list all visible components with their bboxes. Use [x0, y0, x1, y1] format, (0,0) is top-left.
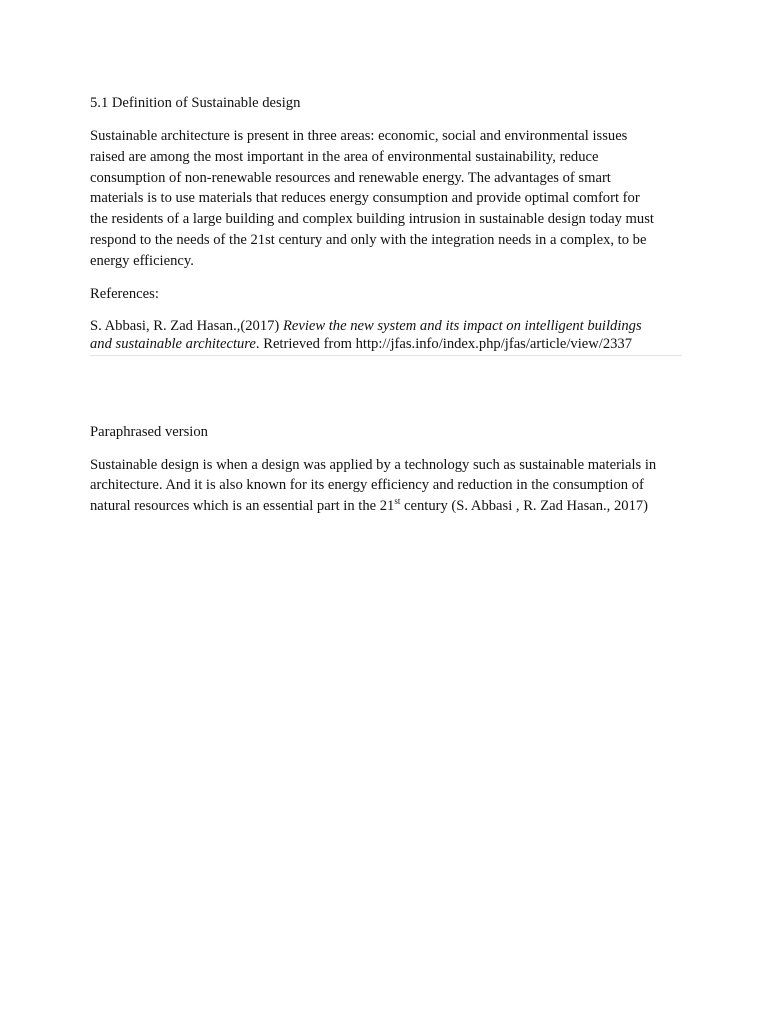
paraphrase-citation: century (S. Abbasi , R. Zad Hasan., 2017) [400, 498, 649, 515]
paragraph-line: respond to the needs of the 21st century and only with the integration needs in a complex, to be [90, 231, 647, 248]
section-paragraph [90, 126, 690, 272]
paraphrase-text: natural resources which is an essential part in the 21 [90, 498, 395, 515]
citation-title-cont: and sustainable architecture [90, 335, 256, 352]
citation-url: . Retrieved from http://jfas.info/index.php/jfas/article/view/2337 [255, 335, 633, 352]
paraphrase-line [90, 496, 690, 517]
paraphrase-paragraph [90, 455, 690, 517]
reference-citation [90, 317, 682, 356]
paragraph-line: the residents of a large building and complex building intrusion in sustainable design today must [90, 211, 654, 228]
paraphrase-line: architecture. And it is also known for its energy efficiency and reduction in the consumption of [90, 477, 644, 494]
citation-line-1 [90, 317, 682, 335]
citation-authors: S. Abbasi, R. Zad Hasan.,(2017) [90, 317, 283, 334]
paragraph-line: consumption of non-renewable resources and renewable energy. The advantages of smart [90, 169, 611, 186]
paraphrase-heading: Paraphrased version [90, 423, 208, 440]
spacer [90, 356, 690, 422]
paragraph-line: energy efficiency. [90, 252, 194, 269]
section-heading: 5.1 Definition of Sustainable design [90, 95, 301, 111]
references-label: References: [90, 285, 159, 302]
document-page [90, 93, 690, 529]
paragraph-line: raised are among the most important in the area of environmental sustainability, reduce [90, 148, 599, 165]
ordinal-superscript: st [394, 496, 401, 507]
citation-title: Review the new system and its impact on intelligent buildings [282, 317, 642, 334]
paraphrase-line: Sustainable design is when a design was applied by a technology such as sustainable materials in [90, 456, 657, 473]
citation-line-2 [90, 335, 682, 353]
paragraph-line: Sustainable architecture is present in three areas: economic, social and environmental issues [90, 128, 628, 144]
paragraph-line: materials is to use materials that reduces energy consumption and provide optimal comfort for [90, 190, 640, 207]
